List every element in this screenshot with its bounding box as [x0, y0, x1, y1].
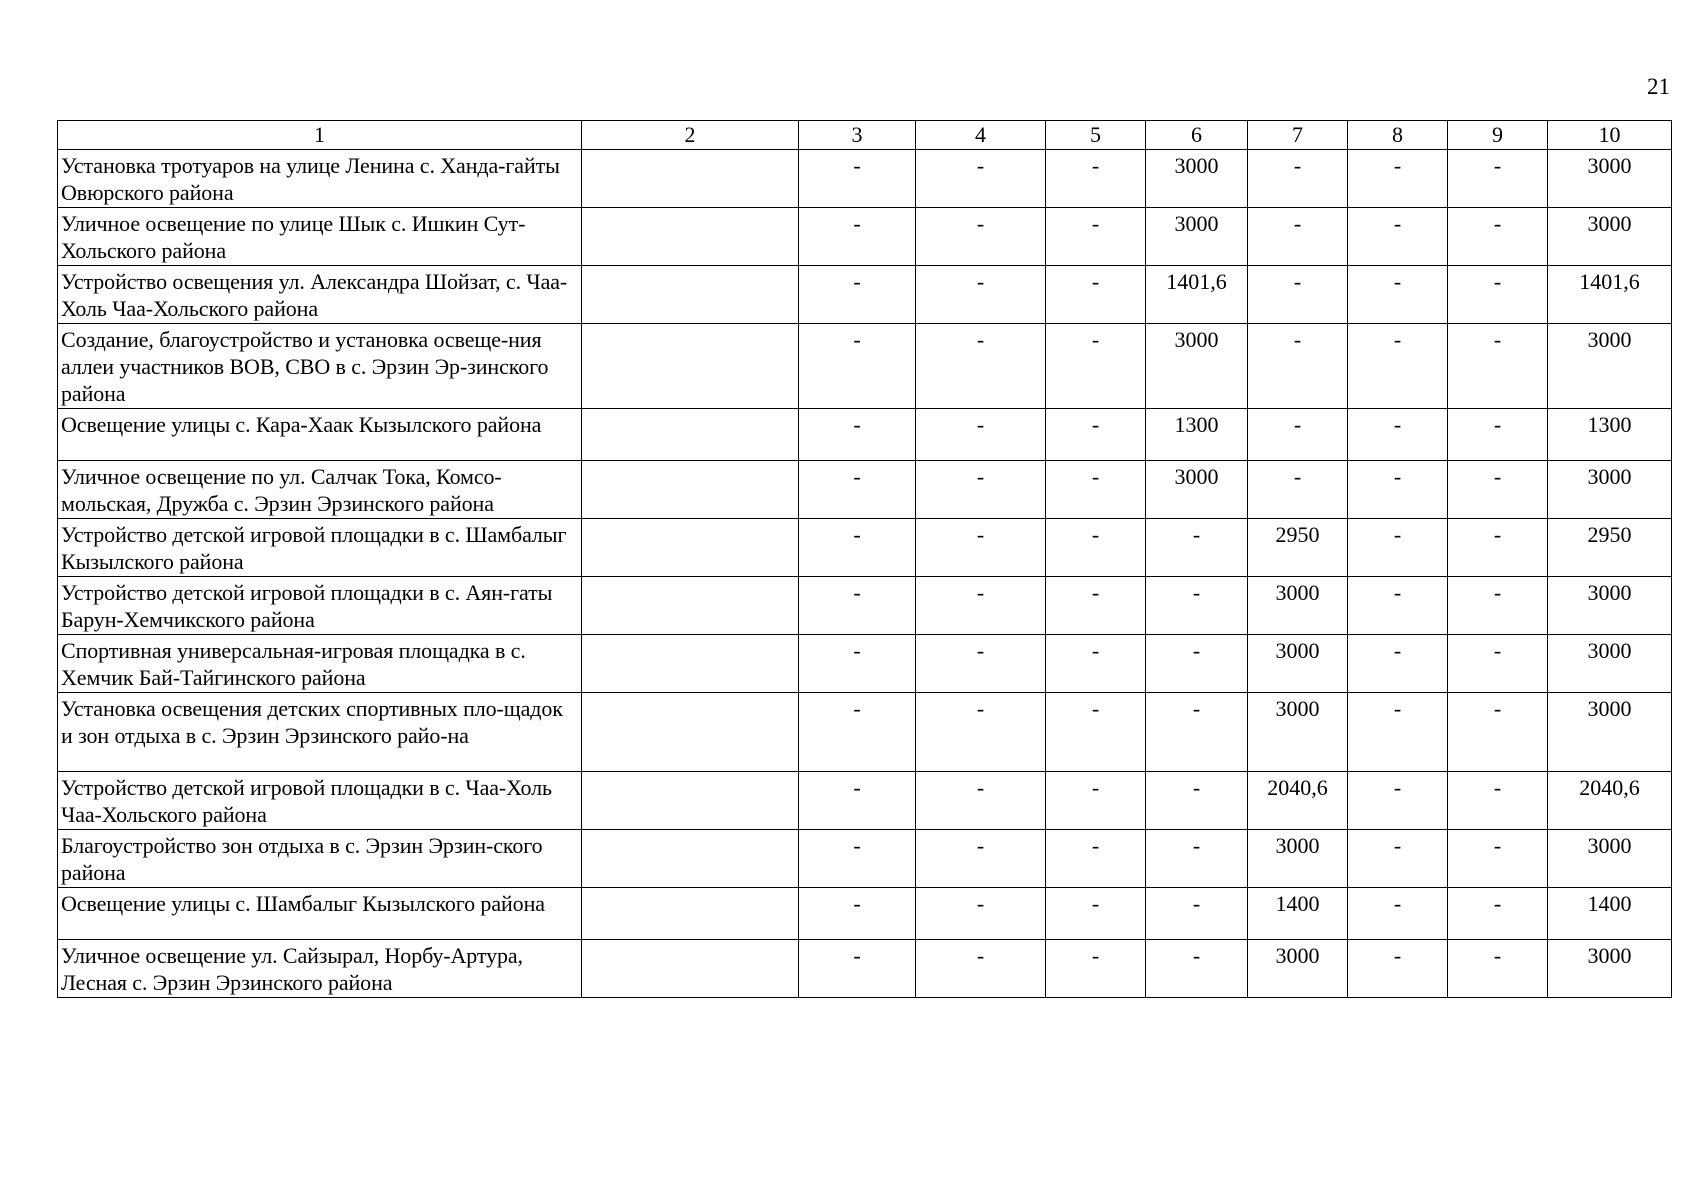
value-cell: -: [1348, 150, 1448, 208]
value-cell: -: [1248, 266, 1348, 324]
value-cell: -: [799, 266, 916, 324]
value-cell: -: [799, 940, 916, 998]
project-name-cell: Установка тротуаров на улице Ленина с. Ханда-гайты Овюрского района: [58, 150, 582, 208]
value-cell: -: [1348, 772, 1448, 830]
value-cell: -: [1046, 693, 1146, 772]
value-cell: -: [799, 208, 916, 266]
value-cell: -: [1448, 772, 1548, 830]
table-row: [58, 266, 1672, 324]
value-cell: -: [916, 940, 1046, 998]
table-row: [58, 635, 1672, 693]
column-2-cell: [582, 888, 799, 940]
value-cell: -: [1348, 266, 1448, 324]
value-cell: -: [1348, 635, 1448, 693]
value-cell: -: [1146, 693, 1248, 772]
value-cell: -: [916, 324, 1046, 409]
value-cell: 3000: [1248, 830, 1348, 888]
column-2-cell: [582, 830, 799, 888]
column-header: 7: [1248, 121, 1348, 150]
table-header: [58, 121, 1672, 150]
column-2-cell: [582, 519, 799, 577]
value-cell: 3000: [1548, 635, 1672, 693]
project-name-cell: Уличное освещение по ул. Салчак Тока, Комсо-мольская, Дружба с. Эрзин Эрзинского района: [58, 461, 582, 519]
value-cell: 3000: [1248, 693, 1348, 772]
column-header: 10: [1548, 121, 1672, 150]
page-number: 21: [1647, 74, 1670, 99]
value-cell: 3000: [1248, 577, 1348, 635]
value-cell: 2040,6: [1248, 772, 1348, 830]
value-cell: 3000: [1146, 324, 1248, 409]
value-cell: -: [1348, 577, 1448, 635]
value-cell: -: [1146, 772, 1248, 830]
table-row: [58, 208, 1672, 266]
value-cell: 3000: [1548, 208, 1672, 266]
value-cell: -: [1046, 577, 1146, 635]
value-cell: -: [799, 830, 916, 888]
value-cell: -: [1046, 461, 1146, 519]
value-cell: -: [916, 519, 1046, 577]
value-cell: -: [1046, 888, 1146, 940]
value-cell: 3000: [1548, 461, 1672, 519]
value-cell: -: [1146, 635, 1248, 693]
value-cell: -: [1448, 577, 1548, 635]
project-name-cell: Устройство детской игровой площадки в с. Шамбалыг Кызылского района: [58, 519, 582, 577]
value-cell: -: [799, 150, 916, 208]
project-name-cell: Устройство детской игровой площадки в с. Аян-гаты Барун-Хемчикского района: [58, 577, 582, 635]
value-cell: -: [799, 324, 916, 409]
value-cell: -: [1348, 519, 1448, 577]
value-cell: -: [1448, 940, 1548, 998]
value-cell: -: [1248, 409, 1348, 461]
value-cell: -: [1448, 461, 1548, 519]
value-cell: -: [799, 409, 916, 461]
project-name-cell: Спортивная универсальная-игровая площадка в с. Хемчик Бай-Тайгинского района: [58, 635, 582, 693]
column-2-cell: [582, 324, 799, 409]
table-row: [58, 830, 1672, 888]
value-cell: -: [1448, 635, 1548, 693]
value-cell: -: [1448, 266, 1548, 324]
column-header: 9: [1448, 121, 1548, 150]
column-2-cell: [582, 208, 799, 266]
value-cell: 3000: [1548, 577, 1672, 635]
value-cell: 3000: [1548, 324, 1672, 409]
value-cell: -: [799, 693, 916, 772]
table-row: [58, 577, 1672, 635]
value-cell: -: [1046, 266, 1146, 324]
header-row: [58, 121, 1672, 150]
value-cell: -: [1348, 208, 1448, 266]
project-name-cell: Освещение улицы с. Шамбалыг Кызылского района: [58, 888, 582, 940]
value-cell: -: [1448, 519, 1548, 577]
value-cell: -: [1248, 150, 1348, 208]
project-name-cell: Создание, благоустройство и установка освеще-ния аллеи участников ВОВ, СВО в с. Эрзин Эр-зинского района: [58, 324, 582, 409]
value-cell: -: [916, 693, 1046, 772]
value-cell: -: [1248, 461, 1348, 519]
value-cell: -: [1448, 324, 1548, 409]
value-cell: -: [1348, 461, 1448, 519]
value-cell: 3000: [1248, 940, 1348, 998]
value-cell: -: [1046, 830, 1146, 888]
value-cell: -: [1146, 577, 1248, 635]
column-2-cell: [582, 409, 799, 461]
value-cell: -: [799, 577, 916, 635]
value-cell: -: [799, 772, 916, 830]
value-cell: 1400: [1548, 888, 1672, 940]
budget-table: [57, 120, 1672, 998]
project-name-cell: Уличное освещение по улице Шык с. Ишкин Сут-Хольского района: [58, 208, 582, 266]
value-cell: -: [1448, 830, 1548, 888]
value-cell: -: [1448, 150, 1548, 208]
value-cell: 1400: [1248, 888, 1348, 940]
value-cell: -: [1046, 635, 1146, 693]
value-cell: -: [1448, 888, 1548, 940]
value-cell: 3000: [1548, 940, 1672, 998]
column-header: 6: [1146, 121, 1248, 150]
column-header: 8: [1348, 121, 1448, 150]
value-cell: -: [916, 577, 1046, 635]
column-2-cell: [582, 461, 799, 519]
column-header: 3: [799, 121, 916, 150]
value-cell: 3000: [1548, 150, 1672, 208]
table-row: [58, 324, 1672, 409]
value-cell: -: [799, 888, 916, 940]
value-cell: -: [1146, 830, 1248, 888]
value-cell: -: [799, 519, 916, 577]
value-cell: -: [1046, 519, 1146, 577]
value-cell: -: [799, 635, 916, 693]
column-header: 4: [916, 121, 1046, 150]
value-cell: 2950: [1248, 519, 1348, 577]
project-name-cell: Уличное освещение ул. Сайзырал, Норбу-Артура, Лесная с. Эрзин Эрзинского района: [58, 940, 582, 998]
value-cell: 1300: [1146, 409, 1248, 461]
value-cell: 2040,6: [1548, 772, 1672, 830]
column-header: 2: [582, 121, 799, 150]
value-cell: -: [916, 150, 1046, 208]
table-row: [58, 519, 1672, 577]
table-row: [58, 940, 1672, 998]
value-cell: 3000: [1146, 150, 1248, 208]
table-row: [58, 693, 1672, 772]
value-cell: -: [916, 461, 1046, 519]
value-cell: -: [1046, 940, 1146, 998]
column-2-cell: [582, 635, 799, 693]
value-cell: -: [916, 266, 1046, 324]
column-2-cell: [582, 693, 799, 772]
value-cell: -: [1348, 693, 1448, 772]
value-cell: -: [1046, 150, 1146, 208]
project-name-cell: Установка освещения детских спортивных пло-щадок и зон отдыха в с. Эрзин Эрзинского райо-на: [58, 693, 582, 772]
column-header: 1: [58, 121, 582, 150]
value-cell: -: [1348, 409, 1448, 461]
value-cell: -: [1146, 940, 1248, 998]
value-cell: -: [1448, 409, 1548, 461]
column-2-cell: [582, 266, 799, 324]
value-cell: -: [1248, 208, 1348, 266]
project-name-cell: Благоустройство зон отдыха в с. Эрзин Эрзин-ского района: [58, 830, 582, 888]
value-cell: -: [1046, 409, 1146, 461]
value-cell: -: [1348, 888, 1448, 940]
value-cell: 3000: [1248, 635, 1348, 693]
value-cell: 3000: [1146, 461, 1248, 519]
column-2-cell: [582, 577, 799, 635]
value-cell: -: [1348, 324, 1448, 409]
table-row: [58, 409, 1672, 461]
value-cell: -: [1248, 324, 1348, 409]
value-cell: 3000: [1146, 208, 1248, 266]
project-name-cell: Устройство детской игровой площадки в с. Чаа-Холь Чаа-Хольского района: [58, 772, 582, 830]
table-row: [58, 772, 1672, 830]
value-cell: 3000: [1548, 693, 1672, 772]
value-cell: -: [916, 772, 1046, 830]
value-cell: -: [1348, 830, 1448, 888]
value-cell: 1300: [1548, 409, 1672, 461]
value-cell: -: [1046, 324, 1146, 409]
value-cell: -: [799, 461, 916, 519]
value-cell: -: [1046, 208, 1146, 266]
value-cell: 2950: [1548, 519, 1672, 577]
column-2-cell: [582, 772, 799, 830]
value-cell: 1401,6: [1146, 266, 1248, 324]
value-cell: -: [916, 830, 1046, 888]
project-name-cell: Освещение улицы с. Кара-Хаак Кызылского района: [58, 409, 582, 461]
project-name-cell: Устройство освещения ул. Александра Шойзат, с. Чаа-Холь Чаа-Хольского района: [58, 266, 582, 324]
value-cell: -: [916, 208, 1046, 266]
table-row: [58, 150, 1672, 208]
value-cell: -: [1448, 693, 1548, 772]
column-header: 5: [1046, 121, 1146, 150]
column-2-cell: [582, 940, 799, 998]
value-cell: -: [916, 409, 1046, 461]
value-cell: -: [1146, 888, 1248, 940]
value-cell: 1401,6: [1548, 266, 1672, 324]
value-cell: -: [1348, 940, 1448, 998]
column-2-cell: [582, 150, 799, 208]
value-cell: -: [1046, 772, 1146, 830]
value-cell: 3000: [1548, 830, 1672, 888]
table-row: [58, 888, 1672, 940]
table-body: [58, 150, 1672, 998]
value-cell: -: [916, 635, 1046, 693]
value-cell: -: [1146, 519, 1248, 577]
value-cell: -: [1448, 208, 1548, 266]
value-cell: -: [916, 888, 1046, 940]
table-row: [58, 461, 1672, 519]
